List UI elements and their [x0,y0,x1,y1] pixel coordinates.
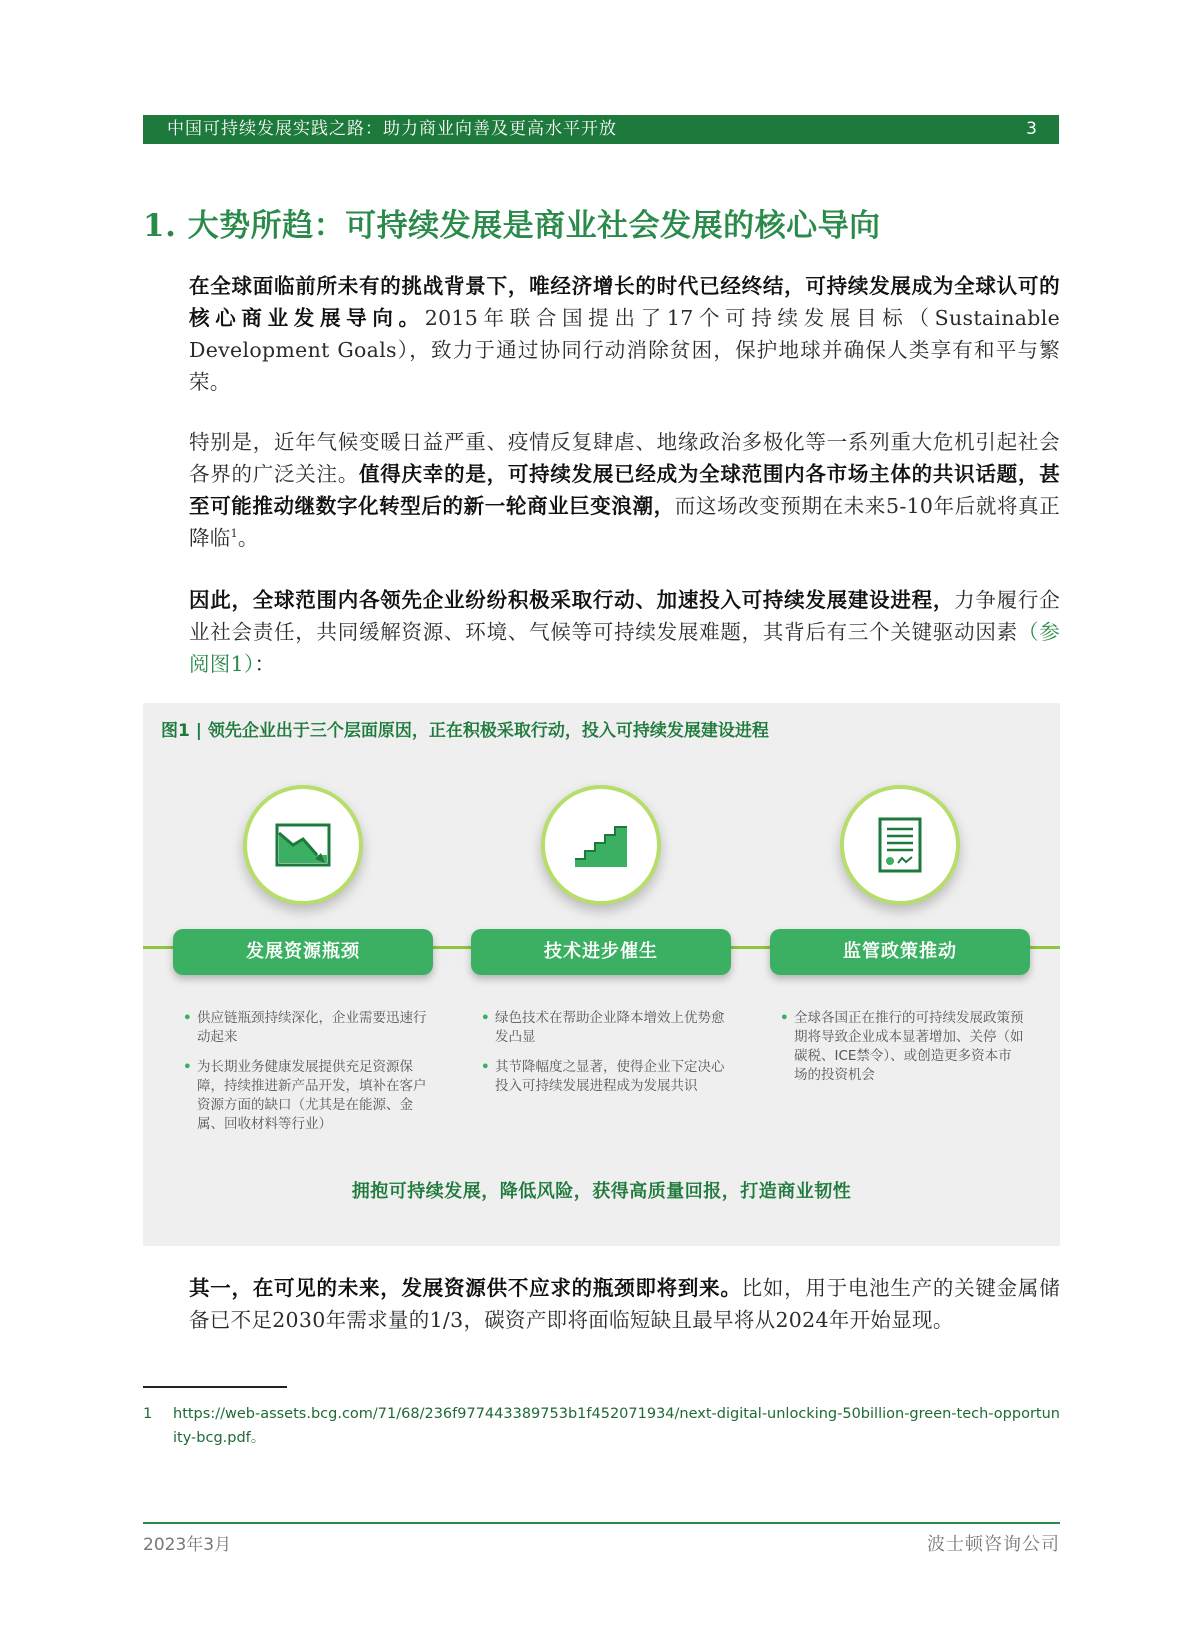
footnote-ref-1[interactable]: 1 [230,527,238,541]
list-item: • 供应链瓶颈持续深化，企业需要迅速行动起来 [183,1009,428,1047]
paragraph-3-bold: 因此，全球范围内各领先企业纷纷积极采取行动、加速投入可持续发展建设进程， [189,588,955,612]
header-title: 中国可持续发展实践之路：助力商业向善及更高水平开放 [167,119,617,139]
paragraph-2-text-a: 特别是，近年气候变暖日益严重、疫情反复肆虐、地缘政治多极化等一系列重大危机引起社会各界的广泛关注。 [189,430,1060,486]
paragraph-4 [143,1272,1060,1336]
list-item: • 为长期业务健康发展提供充足资源保障，持续推进新产品开发，填补在客户资源方面的缺口（尤其是在能源、金属、回收材料等行业） [183,1058,428,1134]
footnote [143,1402,1060,1450]
paragraph-1-text: 2015年联合国提出了17个可持续发展目标（Sustainable Development Goals），致力于通过协同行动消除贫困，保护地球并确保人类享有和平与繁荣。 [189,306,1060,394]
paragraph-4-bold: 其一，在可见的未来，发展资源供不应求的瓶颈即将到来。 [189,1276,742,1300]
driver-bullets-resources [183,1009,428,1145]
rising-stairs-icon [541,785,661,905]
paragraph-2-end: 。 [237,526,259,550]
paragraph-4-text: 比如，用于电池生产的关键金属储备已不足2030年需求量的1/3，碳资产即将面临短缺且最早将从2024年开始显现。 [189,1276,1060,1332]
footnote-link[interactable]: https://web-assets.bcg.com/71/68/236f977443389753b1f452071934/next-digital-unlocking-50billion-green-tech-opportunity-bcg.pdf。 [173,1406,1060,1446]
paragraph-1-bold: 在全球面临前所未有的挑战背景下，唯经济增长的时代已经终结，可持续发展成为全球认可的核心商业发展导向。 [189,274,1060,330]
figure-1 [143,703,1060,1246]
figure-reference-link[interactable]: （参阅图1） [189,620,1060,676]
footer-company: 波士顿咨询公司 [927,1534,1060,1555]
driver-column-technology [471,785,731,1185]
driver-label-policy: 监管政策推动 [770,929,1030,975]
driver-label-technology: 技术进步催生 [471,929,731,975]
footer-date: 2023年3月 [143,1535,232,1555]
page-number: 3 [1026,119,1037,139]
footer-divider [143,1522,1060,1524]
paragraph-3-text: 力争履行企业社会责任，共同缓解资源、环境、气候等可持续发展难题，其背后有三个关键驱动因素 [189,588,1060,644]
driver-bullets-policy [780,1009,1025,1096]
declining-chart-icon [243,785,363,905]
paragraph-2-bold: 值得庆幸的是，可持续发展已经成为全球范围内各市场主体的共识话题，甚至可能推动继数字化转型后的新一轮商业巨变浪潮， [189,462,1060,518]
footnote-number: 1 [143,1406,153,1422]
figure-conclusion: 拥抱可持续发展，降低风险，获得高质量回报，打造商业韧性 [351,1181,852,1202]
driver-label-resources: 发展资源瓶颈 [173,929,433,975]
list-item: • 其节降幅度之显著，使得企业下定决心投入可持续发展进程成为发展共识 [481,1058,726,1096]
paragraph-2 [143,426,1060,554]
driver-column-policy [770,785,1030,1185]
running-header [143,115,1059,144]
paragraph-1 [143,270,1060,398]
list-item: • 绿色技术在帮助企业降本增效上优势愈发凸显 [481,1009,726,1047]
section-title: 1. 大势所趋：可持续发展是商业社会发展的核心导向 [143,208,881,244]
list-item: • 全球各国正在推行的可持续发展政策预期将导致企业成本显著增加、关停（如碳税、ICE禁令）、或创造更多资本市场的投资机会 [780,1009,1025,1085]
policy-document-icon [840,785,960,905]
figure-title: 图1 | 领先企业出于三个层面原因，正在积极采取行动，投入可持续发展建设进程 [161,721,769,741]
driver-column-resources [173,785,433,1185]
paragraph-3 [143,584,1060,680]
paragraph-3-end: ： [254,652,276,676]
footnote-divider [143,1386,287,1388]
paragraph-2-text-b: 而这场改变预期在未来5-10年后就将真正降临 [189,494,1060,550]
driver-bullets-technology [481,1009,726,1107]
